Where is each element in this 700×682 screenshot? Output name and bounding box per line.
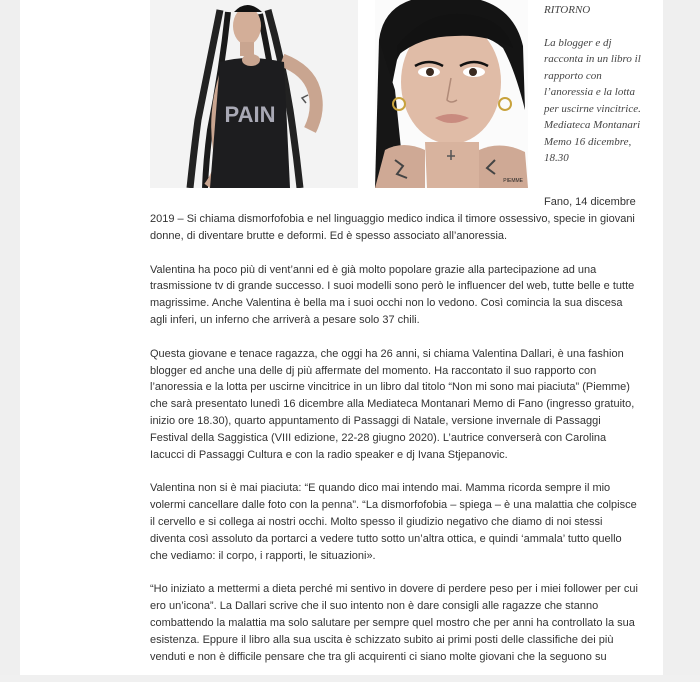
paragraph: 2019 – Si chiama dismorfofobia e nel linguaggio medico indica il timore ossessivo, specie in giovani donne, di diventare brutte e deformi. Ed è spesso associato all’anoressia. [150,213,635,242]
paragraph: Valentina non si è mai piaciuta: “E quando dico mai intendo mai. Mamma ricorda sempre il mio volermi cancellare dalle foto con la penna”. “La dismorfofobia – spiega – è una malattia che colpisce il cervello e si collega ai nostri occhi. Molto spesso il giudizio negativo che diamo di noi stessi diventa così assoluto da portarci a vedere tutto sotto un’altra ottica, e quindi ‘ammala’ tutto quello che vediamo: il corpo, i rapporti, le situazioni». [150,482,637,562]
photo-full-body [150,0,358,188]
caption-text: La blogger e dj racconta in un libro il rapporto con l’anoressia e la lotta per uscirne vincitrice. Mediateca Montanari Memo 16 dicembre, 18.30 [544,36,641,164]
paragraph: Valentina ha poco più di vent’anni ed è già molto popolare grazie alla partecipazione ad una trasmissione tv di grande successo. I suoi modelli sono però le influencer del web, tutte belle e tutte magrissime. Anche Valentina è bella ma i suoi occhi non lo vedono. Così comincia la sua discesa agli inferi, un inferno che arriverà a pesare solo 37 chili. [150,263,635,326]
dateline: Fano, 14 dicembre [544,196,636,208]
paragraph: “Ho iniziato a mettermi a dieta perché mi sentivo in dovere di perdere peso per i miei follower per cui ero un’icona”. La Dallari scrive che il suo intento non è dare consigli alle ragazze che stanno combattendo la malattia ma solo salutare per sempre quel mostro che per anni ha controllato la sua esistenza. Eppure il libro alla sua uscita è schizzato subito ai primi posti delle classifiche dei più venduti e non è difficile pensare che tra gli acquirenti ci siano molte giovani che la seguono su [150,583,638,663]
photo-watermark: PIEMME [503,178,523,184]
photo-portrait [375,0,528,188]
shirt-text: PAIN [224,102,276,127]
right-gutter [663,0,700,675]
woman-full-body-image [150,0,358,188]
image-caption [544,2,652,167]
woman-portrait-image [375,0,528,188]
left-gutter [0,0,20,675]
paragraph: Questa giovane e tenace ragazza, che oggi ha 26 anni, si chiama Valentina Dallari, è una fashion blogger ed anche una delle dj più affermate del momento. Ha raccontato il suo rapporto con l’anoressia e la lotta per uscirne vincitrice in un libro dal titolo “Non mi sono mai piaciuta” (Piemme) che sarà presentato lunedì 16 dicembre alla Mediateca Montanari Memo di Fano (ingresso gratuito, inizio ore 18.30), quarto appuntamento di Passaggi di Natale, versione invernale di Passaggi Festival della Saggistica (VIII edizione, 22-28 giugno 2020). L’autrice converserà con Carolina Iacucci di Passaggi Cultura e con la radio speaker e dj Ivana Stjepanovic. [150,347,635,461]
article-body [150,211,640,682]
caption-kicker: RITORNO [544,4,591,16]
